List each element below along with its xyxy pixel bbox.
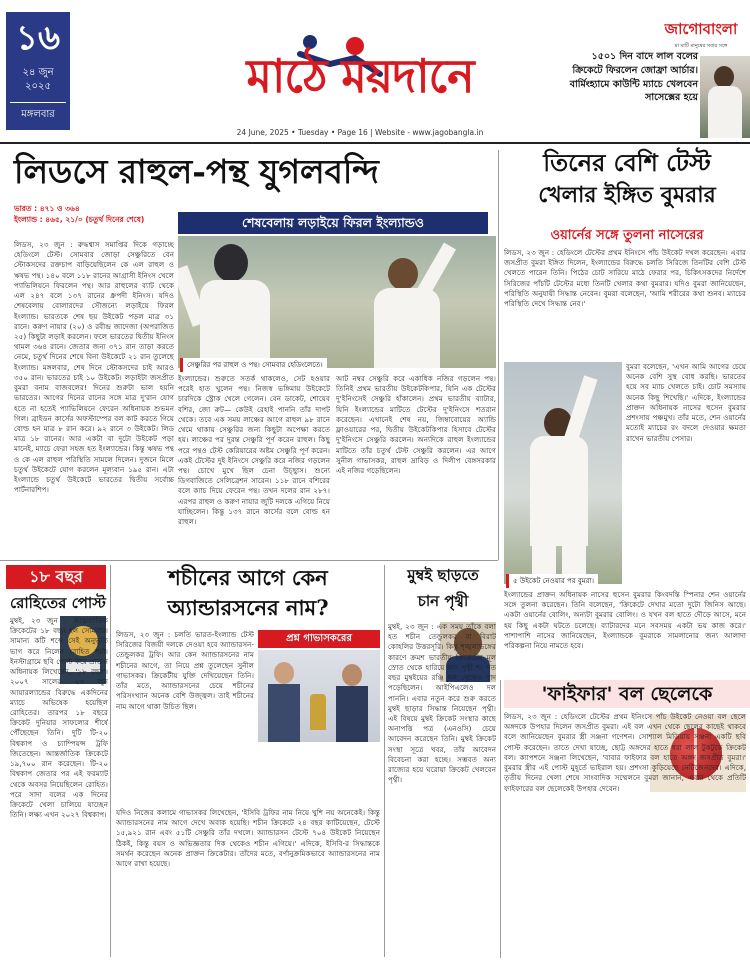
masthead-title: মাঠে ময়দানে: [246, 49, 474, 103]
page-number: ১৬: [15, 18, 61, 58]
lead-photo-caption: সেঞ্চুরির পর রাহুল ও পন্থ। সোমবার হেডিংলেতে।: [180, 358, 327, 372]
sachin-body-2: যদিও নিজের কলামে গাভাসকর লিখেছেন, 'ইসিবি ট্রফির নাম নিয়ে খুশি নয় অনেকেই। কিন্তু অ্যান্ডারসনের নাম আগে দেখে অবাক হয়েছি। শচীন ক্রিকেটে ২৪ বছর কাটিয়েছেন, টেস্টে ১৫,৯২১ রান এবং ৫১টি সেঞ্চুরি তাঁর দখলে। অ্যান্ডারসন টেস্টে ৭০৪ উইকেট নিয়েছেন ঠিকই, কিন্তু বয়স ও অভিজ্ঞতার দিক থেকেও শচীন এগিয়ে।' এদিকে, ইসিবি-র সিদ্ধান্তকে সমর্থন করেছেন অনেক প্রাক্তন ক্রিকেটার। তাঁদের মতে, বর্ণানুক্রমিকভাবে অ্যান্ডারসনের নাম আগে রাখা হয়েছে।: [116, 808, 380, 869]
bumrah-photo-caption: ৫ উইকেট নেওয়ার পর বুমরা।: [506, 574, 598, 588]
edition-box: [6, 12, 70, 130]
lead-body-col3: আট নম্বর সেঞ্চুরি করে একাধিক নজির গড়লেন পন্থ। তিনিই প্রথম ভারতীয় উইকেটকিপার, যিনি এক টেস্টের দু'ইনিংসেই সেঞ্চুরি হাঁকালেন। প্রথম ভারতীয় ব্যাটার, যিনি ইংল্যান্ডের মাটিতে টেস্টের দু'ইনিংসে শতরান করেছেন। এখানেই শেষ নয়, জিম্বাবোয়ের অ্যান্ডি ফ্লাওয়ারের পর, দ্বিতীয় উইকেটকিপার হিসাবে টেস্টের দু'ইনিংসে সেঞ্চুরি করলেন। অন্যদিকে রাহুল ইংল্যান্ডের মাটিতে তাঁর চতুর্থ টেস্ট সেঞ্চুরি করলেন। এর আগে সুনীল গাভাসকর, রাহুল দ্রাবিড় ও দিলীপ বেঙ্গসরকার এই নজির গড়েছিলেন।: [336, 374, 496, 475]
rohit-headline: রোহিতের পোস্ট: [10, 594, 106, 612]
brand-name: জাগোবাংলা: [664, 20, 738, 38]
lead-score-england: ইংল্যান্ড : ৪৬৫, ২১/০ (চতুর্থ দিনের শেষে): [14, 215, 145, 224]
section-rule: [0, 560, 498, 561]
masthead-logo: [150, 34, 560, 104]
bumrah-headline-1: তিনের বেশি টেস্ট: [543, 148, 711, 177]
lead-body-col1: লিডস, ২৩ জুন : রুদ্ধশ্বাস সমাপ্তির দিকে গড়াচ্ছে হেডিংলে টেস্ট। সোমবার জোড়া সেঞ্চুরিতে বেন স্টোকসদের রক্তচাপ বাড়িয়েছিলেন কে এল রাহুল ও ঋষভ পন্থ। ১৪০ বলে ১১৮ রানের আগ্রাসী ইনিংস খেলে প্যাভিলিয়নে ফিরলেন পন্থ। আর রাহুলের ব্যাট থেকে এল ২৪৭ বলে ১৩৭ রানের ধ্রুপদী ইনিংস। যদিও শেষবেলায় বোলারদের সৌজন্যে লড়াইয়ে ফিরল ইংল্যান্ড। ভারতকে শেষ ছয় উইকেট পড়ল মাত্র ৩১ রানে। করুণ নায়ার (২০) ও রবীন্দ্র জাদেজা (অপরাজিত ২৫) কিছুটা লড়াই করলেন। ফলে ভারতের দ্বিতীয় ইনিংস থামল ৩৬৪ রানে। জেতার জন্য ৩৭১ রান তাড়া করতে নেমে, চতুর্থ দিনের শেষে বিনা উইকেটে ২১ রান তুলেছে ইংল্যান্ড। মঙ্গলবার, শেষ দিনে স্টোকসদের চাই আরও ৩৫০ রান। ভারতের চাই ১০ উইকেট। লড়াইটা জসপ্রীত বুমরা বনাম বাজবলের! দিনের শুরুটা ভাল হয়নি ভারতের। আগের দিনের রানের সঙ্গে মাত্র দু'রান যোগ হতে না হতেই প্যাভিলিয়নে ফেরেন অধিনায়ক শুভমন গিল। ব্রাইডন কার্সের অফস্টাম্পের বল কাট করতে গিয়ে বোল্ড হন মাত্র ৮ রান করে। ৯২ রানে ৩ উইকেট। লিড মাত্র ১৮ রানের। আর একটা বা দুটো উইকেট পড়া মানেই, ম্যাচে ফেরা সহজ হত ইংল্যান্ডের। কিন্তু ঋষভ পন্থ ও কে এল রাহুল পরিস্থিতি সামলে দিলেন। দুজনে মিলে চতুর্থ উইকেটে যোগ করলেন মূল্যবান ১৯৫ রান। এটা ইংল্যান্ডে চতুর্থ উইকেটে ভারতের দ্বিতীয় সর্বোচ্চ পার্টনারশিপ।: [14, 240, 174, 495]
rohit-badge: ১৮ বছর: [6, 565, 106, 589]
bumrah-body-1: লিডস, ২৩ জুন : হেডিংলে টেস্টের প্রথম ইনিংসে পাঁচ উইকেট দখল করেছেন। এবার জসপ্রীত বুমরা ইঙ্গিত দিলেন, ইংল্যান্ডের বিরুদ্ধে চলতি সিরিজে তিনটির বেশি টেস্ট খেলতে পারেন তিনি। পিঠের চোট সারিয়ে মাঠে ফেরার পর, চিকিৎসকদের নির্দেশে সিরিজের পাঁচটি টেস্টের মধ্যে তিনটি খেলার কথা বুমরার। যদিও বুমরা জানিয়েছেন, পরিস্থিতি অনুযায়ী সিদ্ধান্ত নেবেন। বুমরা বলেছেন, 'আমি শরীরের কথা শুনব। ম্যাচের পরিস্থিতি দেখে সিদ্ধান্ত নেব।': [504, 248, 746, 309]
sachin-body-1: লিডস, ২৩ জুন : চলতি ভারত-ইংল্যান্ড টেস্ট সিরিজের বিজয়ী দলকে দেওয়া হবে অ্যান্ডারসন-তেন্ডুলকর ট্রফি। আর কেন অ্যান্ডারসনের নাম শচীনের আগে, তা নিয়ে প্রশ্ন তুলেছেন সুনীল গাভাসকর। ক্রিকেটীয় যুক্তি দেখিয়েছেন তিনি। তাঁর মতে, অ্যান্ডারসনের চেয়ে শচীনের পরিসংখ্যান অনেক বেশি উজ্জ্বল। তাই শচীনের নাম আগে থাকা উচিত ছিল।: [116, 630, 254, 711]
masthead-dateline: 24 June, 2025 • Tuesday • Page 16 | Website - www.jagobangla.in: [236, 128, 484, 137]
edition-day: মঙ্গলবার: [21, 109, 55, 120]
rahul-pant-photo: [178, 236, 496, 368]
masthead-rule: [0, 142, 750, 144]
edition-date: ২৪ জুন ২০২৫: [22, 67, 54, 92]
brand-tagline: মা মাটি মানুষের সবার সঙ্গে: [674, 43, 728, 49]
trophy-photo: [258, 650, 380, 742]
column-rule-4: [500, 680, 501, 958]
fifer-body: লিডস, ২৩ জুন : হেডিংলে টেস্টের প্রথম ইনিংসে পাঁচ উইকেট নেওয়া বল ছেলে অঙ্গদকে উপহার দিলেন জসপ্রীত বুমরা। এই বল এখন থেকে ছেলের কাছেই থাকবে বলে জানিয়েছেন বুমরার স্ত্রী সঞ্জনা গণেশন। সোশ্যাল মিডিয়ায় সঞ্জনা একটি ছবি পোস্ট করেছেন। তাতে দেখা যাচ্ছে, ছোট্ট অঙ্গদের হাতে ধরা লাল টুকটুকে ক্রিকেট বল। ক্যাপশনে সঞ্জনা লিখেছেন, 'বাবার ফাইফার বল হাতে অঙ্গদ জসপ্রীত বুমরা।' বুমরার স্ত্রীর এই পোস্ট মুহূর্তে ভাইরাল হয়। প্রশংসা কুড়িয়েছে নেটিজেনদের। এদিকে, তৃতীয় দিনের খেলা শেষে সাংবাদিক সম্মেলনে বুমরা জানান, এবার থেকে প্রতিটি ফাইফারের বল ছেলেকেই উপহার দেবেন।: [504, 712, 746, 793]
bumrah-photo: [504, 362, 622, 584]
lead-body-col2: ইংল্যান্ডের। শুরুতে সতর্ক থাকলেও, সেট হওয়ার পরেই হাত খুলেন পন্থ। নিজস্ব ভঙ্গিমায় উইকেটে চারদিকে স্ট্রোক খেলে গেলেন। বেন ডাকেট, শোয়েব বশির, জো রুট— কেউই রেহাই পাননি তাঁর দাপট থেকে। তবে এক সময় লাঞ্চের আগে রাহুল ৯৮ রানে থেমে থাকায় সেঞ্চুরির জন্য কিছুটা অপেক্ষা করতে হয়। লাঞ্চের পর দুরন্ত সেঞ্চুরি পূর্ণ করেন রাহুল। কিছু পরে পন্থও টেস্ট কেরিয়ারের অষ্টম সেঞ্চুরি পূর্ণ করেন। একই টেস্টের দুই ইনিংসে সেঞ্চুরি করে নজির গড়লেন পন্থ। চোখে মুখে ছিল চেনা উচ্ছ্বাস। শুন্যে ডিগবাজিতে সেলিব্রেশন সারেন। ১১৮ রানে বশিরের বলে ক্যাচ দিয়ে ফেরেন পন্থ। তখন দলের রান ২৮৭। এরপর রাহুল ও করুণ নায়ার জুটি দলকে এগিয়ে নিয়ে যাচ্ছিলেন। কিন্তু ১৩৭ রানে কার্সের বলে বোল্ড হন রাহুল।: [178, 374, 330, 527]
fifer-headline: 'ফাইফার' বল ছেলেকে: [504, 680, 750, 708]
column-rule-2: [110, 565, 111, 957]
sachin-headline-1: শচীনের আগে কেন: [168, 565, 328, 590]
bumrah-headline-2: খেলার ইঙ্গিত বুমরার: [538, 182, 716, 208]
brand-logo: [656, 18, 746, 51]
teaser-box[interactable]: [560, 50, 750, 140]
bumrah-body-3: ইংল্যান্ডের প্রাক্তন অধিনায়ক নাসের হুসেন বুমরার কিংবদন্তি স্পিনার শেন ওয়ার্নের সঙ্গে তুলনা করেছেন। তিনি বলেছেন, 'ক্রিকেটে দেখার মতো দুটো জিনিস আছে। একটা ওয়ার্নের বোলিং, অন্যটা বুমরার বোলিং। ও যখন বল হাতে দৌড়ে আসে, মনে হয় কিছু একটা ঘটতে চলেছে। ব্যাটারদের মনে সবসময় একটা ভয় কাজ করে।' পাশাপাশি নাসের জানিয়েছেন, ইংল্যান্ডকে বুমরাকে সামলানোর জন্য আলাদা পরিকল্পনা নিয়ে নামতে হবে।: [504, 590, 746, 651]
bumrah-body-2: বুমরা বলেছেন, 'এখন আমি আগের চেয়ে অনেক বেশি সুস্থ বোধ করছি। ভারতের হয়ে সব ম্যাচ খেলতে চাই। চোট সমস্যায় অনেক কিছু শিখেছি।' এদিকে, ইংল্যান্ডের প্রাক্তন অধিনায়ক নাসের হুসেন বুমরার প্রশংসায় পঞ্চমুখ। তাঁর মতে, শেন ওয়ার্নের মতোই ম্যাচের রং বদলে দেওয়ার ক্ষমতা রাখেন ভারতীয় পেসার।: [626, 362, 746, 443]
prithvi-body: মুম্বই, ২৩ জুন : এক সময় তাঁকে বলা হত শচীন তেন্ডুলকর বা বিরাট কোহলির উত্তরসূরি। কিন্তু শৃঙ্খলাভঙ্গের কারণে ক্রমশ ভারতীয় ক্রিকেটের মূল স্রোত থেকে হারিয়ে যান পৃথ্বী শ। গত বছর মুম্বইয়ের রঞ্জি দল থেকেও বাদ পড়েছিলেন। আইপিএলেও দল পাননি। এবার নতুন করে শুরু করতে মুম্বই ছাড়ার সিদ্ধান্ত নিয়েছেন পৃথ্বী। এই বিষয়ে মুম্বই ক্রিকেট সংস্থার কাছে অনাপত্তি পত্র (এনওসি) চেয়ে আবেদন করেছেন তিনি। মুম্বই ক্রিকেট সংস্থা সূত্রে খবর, তাঁর আবেদন বিবেচনা করা হচ্ছে। সম্ভবত অন্য রাজ্যের হয়ে ঘরোয়া ক্রিকেট খেলবেন পৃথ্বী।: [388, 622, 496, 785]
lead-banner: শেষবেলায় লড়াইয়ে ফিরল ইংল্যান্ডও: [178, 212, 488, 234]
prithvi-headline-2: চান পৃথ্বী: [417, 592, 469, 610]
prithvi-headline-1: মুম্বই ছাড়তে: [407, 566, 479, 584]
bumrah-subhead: ওয়ার্নের সঙ্গে তুলনা নাসেরের: [550, 228, 704, 243]
rohit-body: মুম্বই, ২৩ জুন : আন্তর্জাতিক ক্রিকেটের ১৮ বছর হল সোমবার। সামান্য কটি শব্দে সেই অনুভূতি ভাগ করে নিলেন রোহিত শর্মা। ইনস্টাগ্রামে ছবি পোস্ট করে প্রাক্তন অধিনায়ক লিখেছেন, '১৮ বছর'। ২০০৭ সালের ২৩ জুন আয়ারল্যান্ডের বিরুদ্ধে একদিনের ম্যাচে অভিষেক হয়েছিল রোহিতের। তারপর ১৮ বছরে ক্রিকেট দুনিয়ার সাফল্যের শীর্ষে পৌঁছেছেন তিনি। দুটি টি-২০ বিশ্বকাপ ও চ্যাম্পিয়ন্স ট্রফি জিতেছেন। আন্তর্জাতিক ক্রিকেটে ১৯,৭০০ রান করেছেন। টি-২০ বিশ্বকাপ জেতার পর এই ফরম্যাট থেকে অবসর নিয়েছিলেন রোহিত। পরে সাদা বলের এক দিনের ক্রিকেটে খেলা চালিয়ে যাচ্ছেন তিনি। লক্ষ্য এখন ২০২৭ বিশ্বকাপ।: [10, 616, 108, 820]
sachin-headline-2: অ্যান্ডারসনের নাম?: [167, 595, 329, 620]
sachin-byline: প্রশ্ন গাভাসকরের: [258, 630, 380, 648]
lead-score-india: ভারত : ৪৭১ ও ৩৬৪: [14, 204, 80, 213]
column-rule: [498, 150, 499, 560]
archer-photo: [700, 56, 750, 138]
column-rule-3: [384, 565, 385, 957]
lead-headline: লিডসে রাহুল-পন্থ যুগলবন্দি: [14, 152, 379, 191]
teaser-text: ১৫০১ দিন বাদে লাল বলের ক্রিকেটে ফিরলেন জোফ্রা আর্চার। বার্মিংহ্যামে কাউন্টি ম্যাচে খেলবেন সাসেক্সের হয়ে: [569, 51, 698, 104]
